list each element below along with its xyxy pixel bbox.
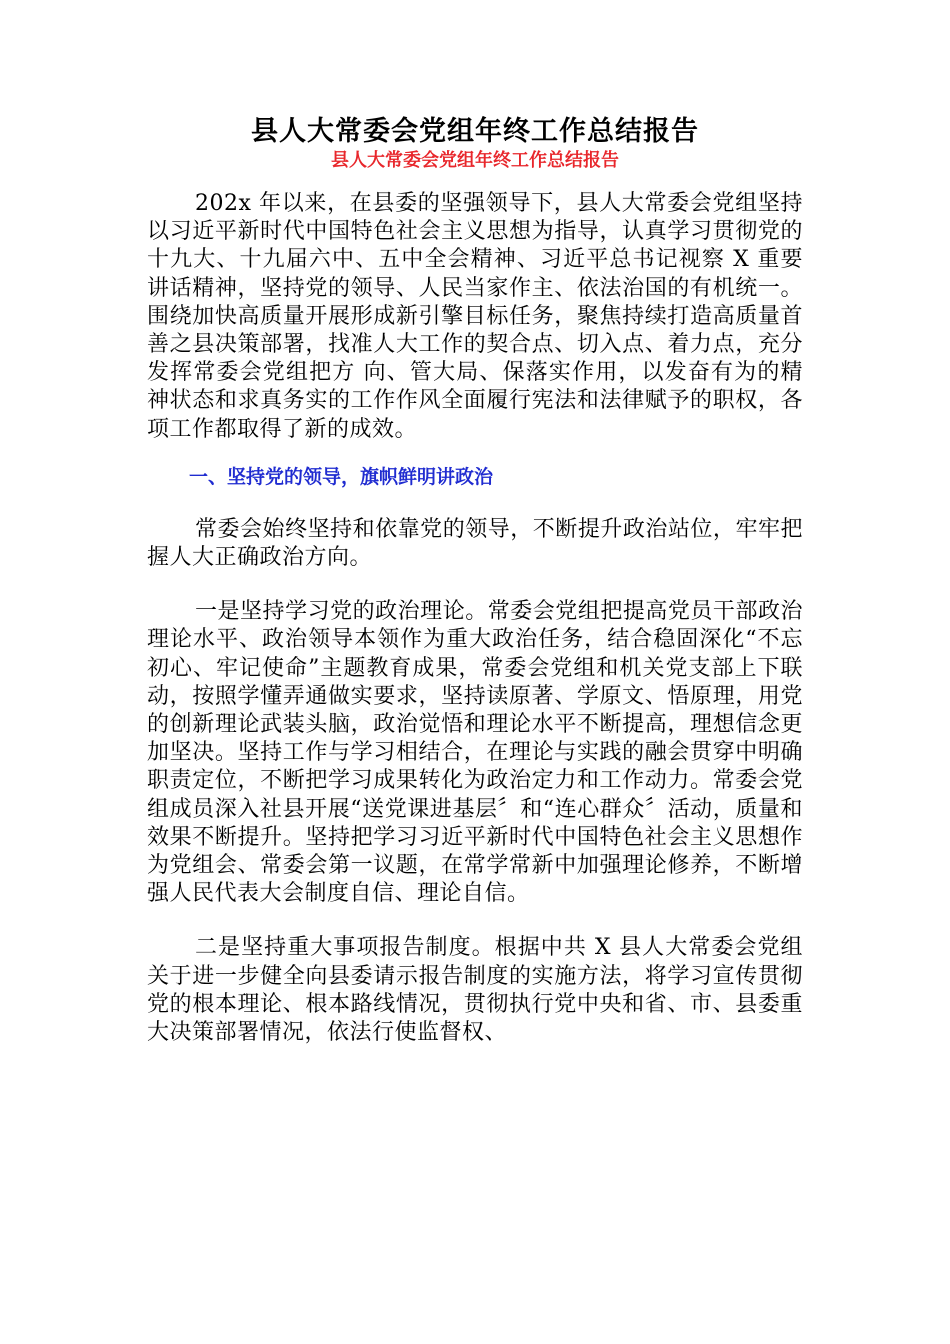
section-intro-paragraph: 常委会始终坚持和依靠党的领导，不断提升政治站位，牢牢把握人大正确政治方向。 [147, 516, 803, 571]
intro-paragraph: 202x 年以来，在县委的坚强领导下，县人大常委会党组坚持以习近平新时代中国特色社会主义思想为指导，认真学习贯彻党的十九大、十九届六中、五中全会精神、习近平总书记视察 X 重要讲话精神，坚持党的领导、人民当家作主、依法治国的有机统一。围绕加快高质量开展形成新引擎目标任务，聚焦持续打造高质量首善之县决策部署，找准人大工作的契合点、切入点、着力点，充分发挥常委会党组把方 向、管大局、保落实作用，以发奋有为的精神状态和求真务实的工作作风全面履行宪法和法律赋予的职权，各项工作都取得了新的成效。 [147, 191, 803, 442]
point-one-paragraph: 一是坚持学习党的政治理论。常委会党组把提高党员干部政治理论水平、政治领导本领作为重大政治任务，结合稳固深化“不忘初心、牢记使命”主题教育成果，常委会党组和机关党支部上下联动，按照学懂弄通做实要求，坚持读原著、学原文、悟原理，用党的创新理论武装头脑，政治觉悟和理论水平不断提高，理想信念更加坚决。坚持工作与学习相结合，在理论与实践的融会贯穿中明确职责定位，不断把学习成果转化为政治定力和工作动力。常委会党组成员深入社县开展“送党课进基层〞和“连心群众〞活动，质量和效果不断提升。坚持把学习习近平新时代中国特色社会主义思想作为党组会、常委会第一议题，在常学常新中加强理论修养，不断增强人民代表大会制度自信、理论自信。 [147, 599, 803, 907]
document-body [147, 114, 803, 1047]
point-two-paragraph: 二是坚持重大事项报告制度。根据中共 X 县人大常委会党组关于进一步健全向县委请示报告制度的实施方法，将学习宣传贯彻党的根本理论、根本路线情况，贯彻执行党中央和省、市、县委重大决策部署情况，依法行使监督权、 [147, 935, 803, 1046]
document-subtitle: 县人大常委会党组年终工作总结报告 [331, 150, 619, 171]
section-heading: 一、坚持党的领导，旗帜鲜明讲政治 [189, 465, 494, 488]
document-title: 县人大常委会党组年终工作总结报告 [251, 116, 699, 147]
